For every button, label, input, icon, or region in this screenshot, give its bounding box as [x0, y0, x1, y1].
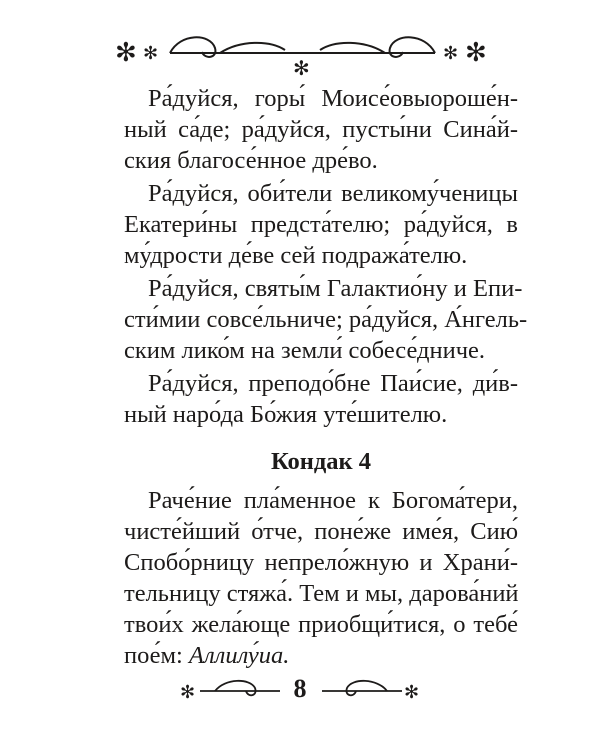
text-line: Екатери́ны предста́телю; ра́дуйся, в	[124, 210, 518, 238]
svg-text:✻: ✻	[143, 43, 159, 64]
text-line-plain: пое́м:	[124, 641, 189, 669]
text-line: му́дрости де́ве сей подража́телю.	[124, 241, 468, 269]
text-line: Спобо́рницу непрело́жную и Храни́-	[124, 548, 518, 576]
alleluia: Аллилу́иа.	[188, 641, 290, 669]
text-line: ския благосе́нное дре́во.	[124, 146, 378, 174]
paragraph-2	[124, 178, 518, 271]
svg-text:✻: ✻	[404, 682, 420, 703]
text-line: Ра́дуйся, святы́м Галактио́ну и Епи-	[148, 274, 523, 302]
text-line: тельницу стяжа́. Тем и мы, дарова́ний	[124, 579, 519, 607]
top-ornament	[110, 28, 495, 76]
text-line: ный наро́да Бо́жия уте́шителю.	[124, 400, 448, 428]
text-line: Ра́дуйся, оби́тели великому́ченицы	[148, 179, 518, 207]
paragraph-3	[124, 273, 528, 366]
text-line: Раче́ние пла́менное к Богома́тери,	[148, 486, 518, 514]
kondak-title: Кондак 4	[270, 448, 372, 475]
text-line: ским лико́м на земли́ собесе́дниче.	[124, 336, 486, 364]
text-line: Ра́дуйся, преподо́бне Паи́сие, ди́в-	[148, 369, 518, 397]
text-line: Ра́дуйся, горы́ Моисе́овыороше́н-	[148, 84, 518, 112]
svg-text:✻: ✻	[443, 43, 459, 64]
text-line: чисте́йший о́тче, поне́же име́я, Сию́	[124, 517, 518, 545]
svg-text:✻: ✻	[115, 38, 137, 68]
kondak-paragraph	[124, 485, 518, 671]
bottom-ornament-right	[312, 676, 422, 706]
text-line: ный са́де; ра́дуйся, пусты́ни Сина́й-	[124, 115, 518, 143]
page-body	[124, 83, 528, 673]
text-line: твои́х жела́юще приобщи́тися, о тебе́	[124, 610, 518, 638]
svg-text:✻: ✻	[465, 38, 487, 68]
svg-text:✻: ✻	[180, 682, 196, 703]
paragraph-4	[124, 368, 518, 430]
page-number: 8	[293, 674, 307, 703]
paragraph-1	[124, 83, 518, 176]
text-line	[124, 640, 518, 671]
svg-text:✻: ✻	[293, 56, 310, 76]
text-line: сти́мии совсе́льниче; ра́дуйся, А́нгель-	[124, 305, 528, 333]
